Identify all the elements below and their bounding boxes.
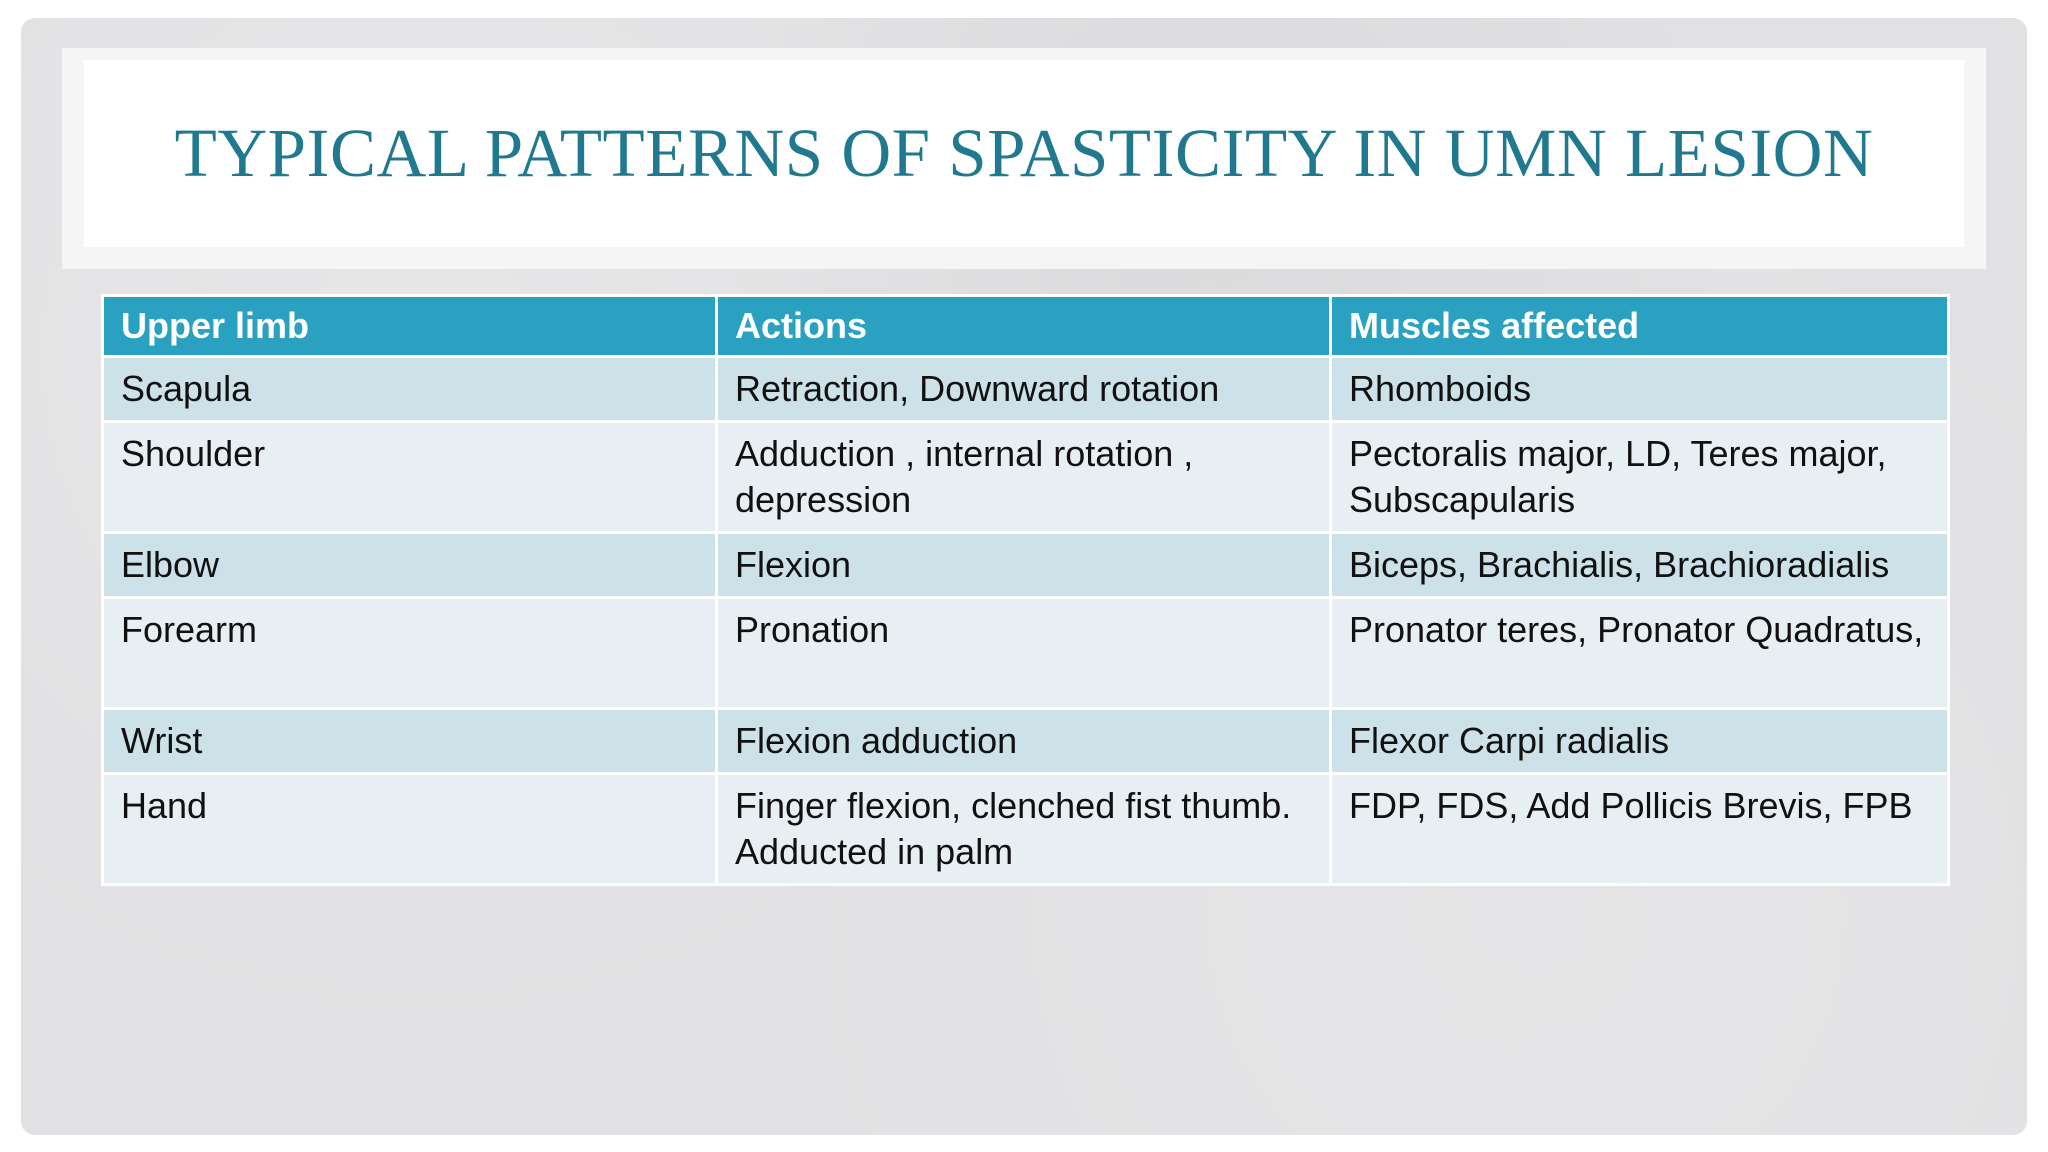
cell-muscles: Rhomboids [1331, 357, 1949, 422]
title-box [84, 60, 1964, 247]
slide-title: TYPICAL PATTERNS OF SPASTICITY IN UMN LESION [174, 115, 1874, 191]
slide [21, 18, 2027, 1135]
cell-muscles: Biceps, Brachialis, Brachioradialis [1331, 533, 1949, 598]
cell-upper-limb: Wrist [103, 709, 717, 774]
cell-upper-limb: Forearm [103, 598, 717, 709]
table-row [103, 709, 1949, 774]
cell-actions: Adduction , internal rotation , depression [717, 422, 1331, 533]
cell-muscles: Pectoralis major, LD, Teres major, Subscapularis [1331, 422, 1949, 533]
cell-muscles: Pronator teres, Pronator Quadratus, [1331, 598, 1949, 709]
table-row [103, 598, 1949, 709]
table-row [103, 774, 1949, 885]
cell-upper-limb: Elbow [103, 533, 717, 598]
table-row [103, 357, 1949, 422]
cell-actions: Pronation [717, 598, 1331, 709]
cell-actions: Flexion [717, 533, 1331, 598]
cell-actions: Finger flexion, clenched fist thumb. Adducted in palm [717, 774, 1331, 885]
cell-actions: Retraction, Downward rotation [717, 357, 1331, 422]
cell-muscles: FDP, FDS, Add Pollicis Brevis, FPB [1331, 774, 1949, 885]
table-header-row [103, 296, 1949, 357]
cell-upper-limb: Hand [103, 774, 717, 885]
cell-actions: Flexion adduction [717, 709, 1331, 774]
cell-upper-limb: Shoulder [103, 422, 717, 533]
header-actions: Actions [717, 296, 1331, 357]
header-upper-limb: Upper limb [103, 296, 717, 357]
table-row [103, 422, 1949, 533]
header-muscles-affected: Muscles affected [1331, 296, 1949, 357]
cell-upper-limb: Scapula [103, 357, 717, 422]
table-row [103, 533, 1949, 598]
title-band [62, 48, 1986, 269]
spasticity-table [101, 294, 1950, 886]
cell-muscles: Flexor Carpi radialis [1331, 709, 1949, 774]
